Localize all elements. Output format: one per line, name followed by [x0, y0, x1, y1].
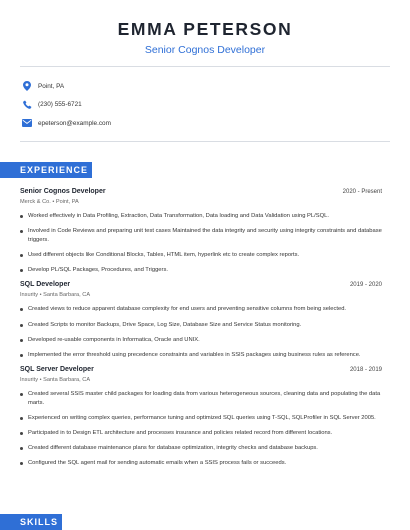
job-bullets — [20, 390, 382, 468]
job-bullet: Developed re-usable components in Informatica, Oracle and UNIX. — [20, 336, 382, 345]
resume-header — [0, 0, 410, 66]
job-bullet: Created several SSIS master child packages for loading data from various heterogeneous sources, cleaning data and populating the data marts. — [20, 390, 382, 407]
job-title: SQL Server Developer — [20, 366, 94, 374]
job-company-location: Insurity • Santa Barbara, CA — [20, 292, 91, 299]
job-header — [20, 366, 382, 376]
contact-divider — [20, 141, 390, 142]
job-bullet: Participated in to Design ETL architecture and processes insurance and policies related record from different locations. — [20, 429, 382, 438]
job-bullet: Created views to reduce apparent database complexity for end users and preventing sensitive columns from being selected. — [20, 305, 382, 314]
contact-email[interactable] — [20, 114, 410, 133]
job-dates: 2018 - 2019 — [349, 367, 382, 374]
location-pin-icon — [20, 79, 34, 93]
contact-list — [0, 67, 410, 141]
section-heading-experience: EXPERIENCE — [0, 162, 92, 178]
job-bullet: Created different database maintenance plans for database optimization, integrity checks and database backups. — [20, 444, 382, 453]
candidate-name: EMMA PETERSON — [117, 19, 293, 39]
job-header — [20, 281, 382, 291]
job-entry — [20, 366, 382, 468]
contact-location-text: Point, PA — [38, 82, 65, 90]
job-bullet: Experienced on writing complex queries, performance tuning and optimized SQL queries using T-SQL, SQLProfiler in SQL Server 2005. — [20, 414, 382, 423]
experience-list — [20, 188, 382, 475]
job-bullets — [20, 212, 382, 275]
job-bullets — [20, 305, 382, 359]
job-header — [20, 188, 382, 198]
job-dates: 2019 - 2020 — [349, 282, 382, 289]
email-icon — [20, 116, 34, 130]
job-dates: 2020 - Present — [342, 189, 382, 195]
job-bullet: Worked effectively in Data Profiling, Extraction, Data Transformation, Data loading and Data Validation using PL/SQL. — [20, 212, 382, 221]
job-bullet: Involved in Code Reviews and preparing unit test cases Maintained the data integrity and security using integrity constraints and database triggers. — [20, 227, 382, 244]
contact-phone — [20, 96, 410, 115]
contact-phone-text: (230) 555-6721 — [38, 101, 82, 109]
job-entry — [20, 281, 382, 359]
job-entry — [20, 188, 382, 275]
section-heading-skills: SKILLS — [0, 514, 62, 530]
job-bullet: Implemented the error threshold using precedence constraints and variables in SSIS packages using business rules as reference. — [20, 351, 382, 360]
job-bullet: Develop PL/SQL Packages, Procedures, and Triggers. — [20, 266, 382, 275]
job-bullet: Created Scripts to monitor Backups, Drive Space, Log Size, Database Size and Service Status monitoring. — [20, 321, 382, 330]
job-title: SQL Developer — [20, 281, 71, 289]
phone-icon — [20, 98, 34, 112]
job-company-location: Insurity • Santa Barbara, CA — [20, 377, 91, 384]
job-bullet: Configured the SQL agent mail for sending automatic emails when a SSIS process fails or succeeds. — [20, 459, 382, 468]
contact-location — [20, 77, 410, 96]
job-title: Senior Cognos Developer — [20, 188, 106, 195]
job-company-location: Merck & Co. • Point, PA — [20, 199, 79, 205]
job-bullet: Used different objects like Conditional Blocks, Tables, HTML item, hyperlink etc to create complex reports. — [20, 251, 382, 260]
candidate-title: Senior Cognos Developer — [144, 44, 266, 56]
contact-email-text: epeterson@example.com — [38, 119, 111, 127]
